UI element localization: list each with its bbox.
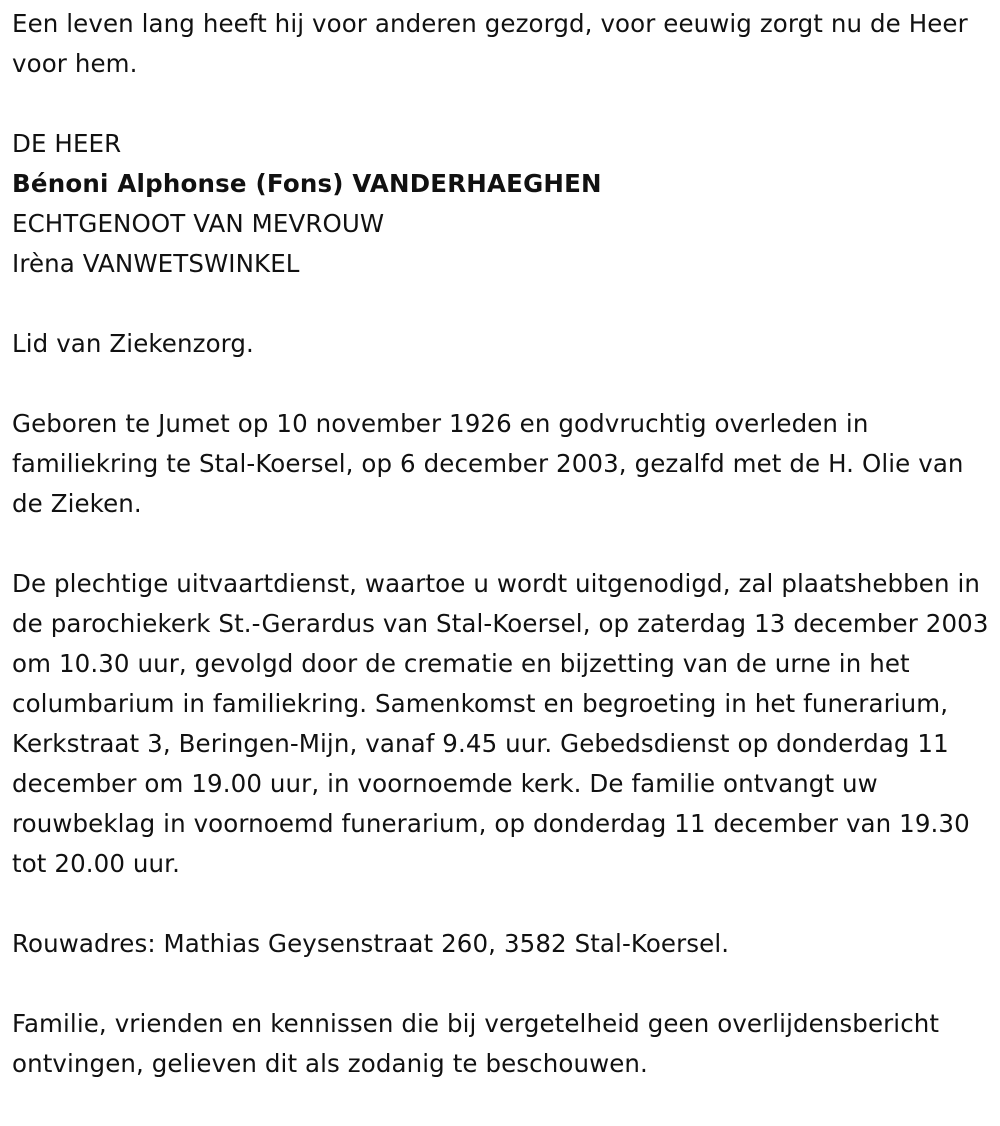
mourning-address: Rouwadres: Mathias Geysenstraat 260, 3582 Stal-Koersel. (12, 929, 730, 958)
spacer (12, 964, 992, 1004)
spouse-name: Irèna VANWETSWINKEL (12, 249, 300, 278)
closing-note: Familie, vrienden en kennissen die bij vergetelheid geen overlijdensbericht ontvingen, gelieven dit als zodanig te beschouwen. (12, 1009, 940, 1078)
deceased-title: DE HEER (12, 129, 122, 158)
opening-quote: Een leven lang heeft hij voor anderen gezorgd, voor eeuwig zorgt nu de Heer voor hem. (12, 9, 968, 78)
spacer (12, 84, 992, 124)
spouse-label: ECHTGENOOT VAN MEVROUW (12, 209, 385, 238)
spacer (12, 364, 992, 404)
membership-text: Lid van Ziekenzorg. (12, 329, 254, 358)
birth-death-paragraph: Geboren te Jumet op 10 november 1926 en godvruchtig overleden in familiekring te Stal-Koersel, op 6 december 2003, gezalfd met de H. Olie van de Zieken. (12, 409, 964, 518)
deceased-name: Bénoni Alphonse (Fons) VANDERHAEGHEN (12, 169, 602, 198)
obituary-notice (12, 4, 992, 1084)
funeral-info-paragraph: De plechtige uitvaartdienst, waartoe u wordt uitgenodigd, zal plaatshebben in de parochiekerk St.-Gerardus van Stal-Koersel, op zaterdag 13 december 2003 om 10.30 uur, gevolgd door de crematie en bijzetting van de urne in het columbarium in familiekring. Samenkomst en begroeting in het funerarium, Kerkstraat 3, Beringen-Mijn, vanaf 9.45 uur. Gebedsdienst op donderdag 11 december om 19.00 uur, in voornoemde kerk. De familie ontvangt uw rouwbeklag in voornoemd funerarium, op donderdag 11 december van 19.30 tot 20.00 uur. (12, 569, 989, 878)
spacer (12, 284, 992, 324)
spacer (12, 524, 992, 564)
spacer (12, 884, 992, 924)
